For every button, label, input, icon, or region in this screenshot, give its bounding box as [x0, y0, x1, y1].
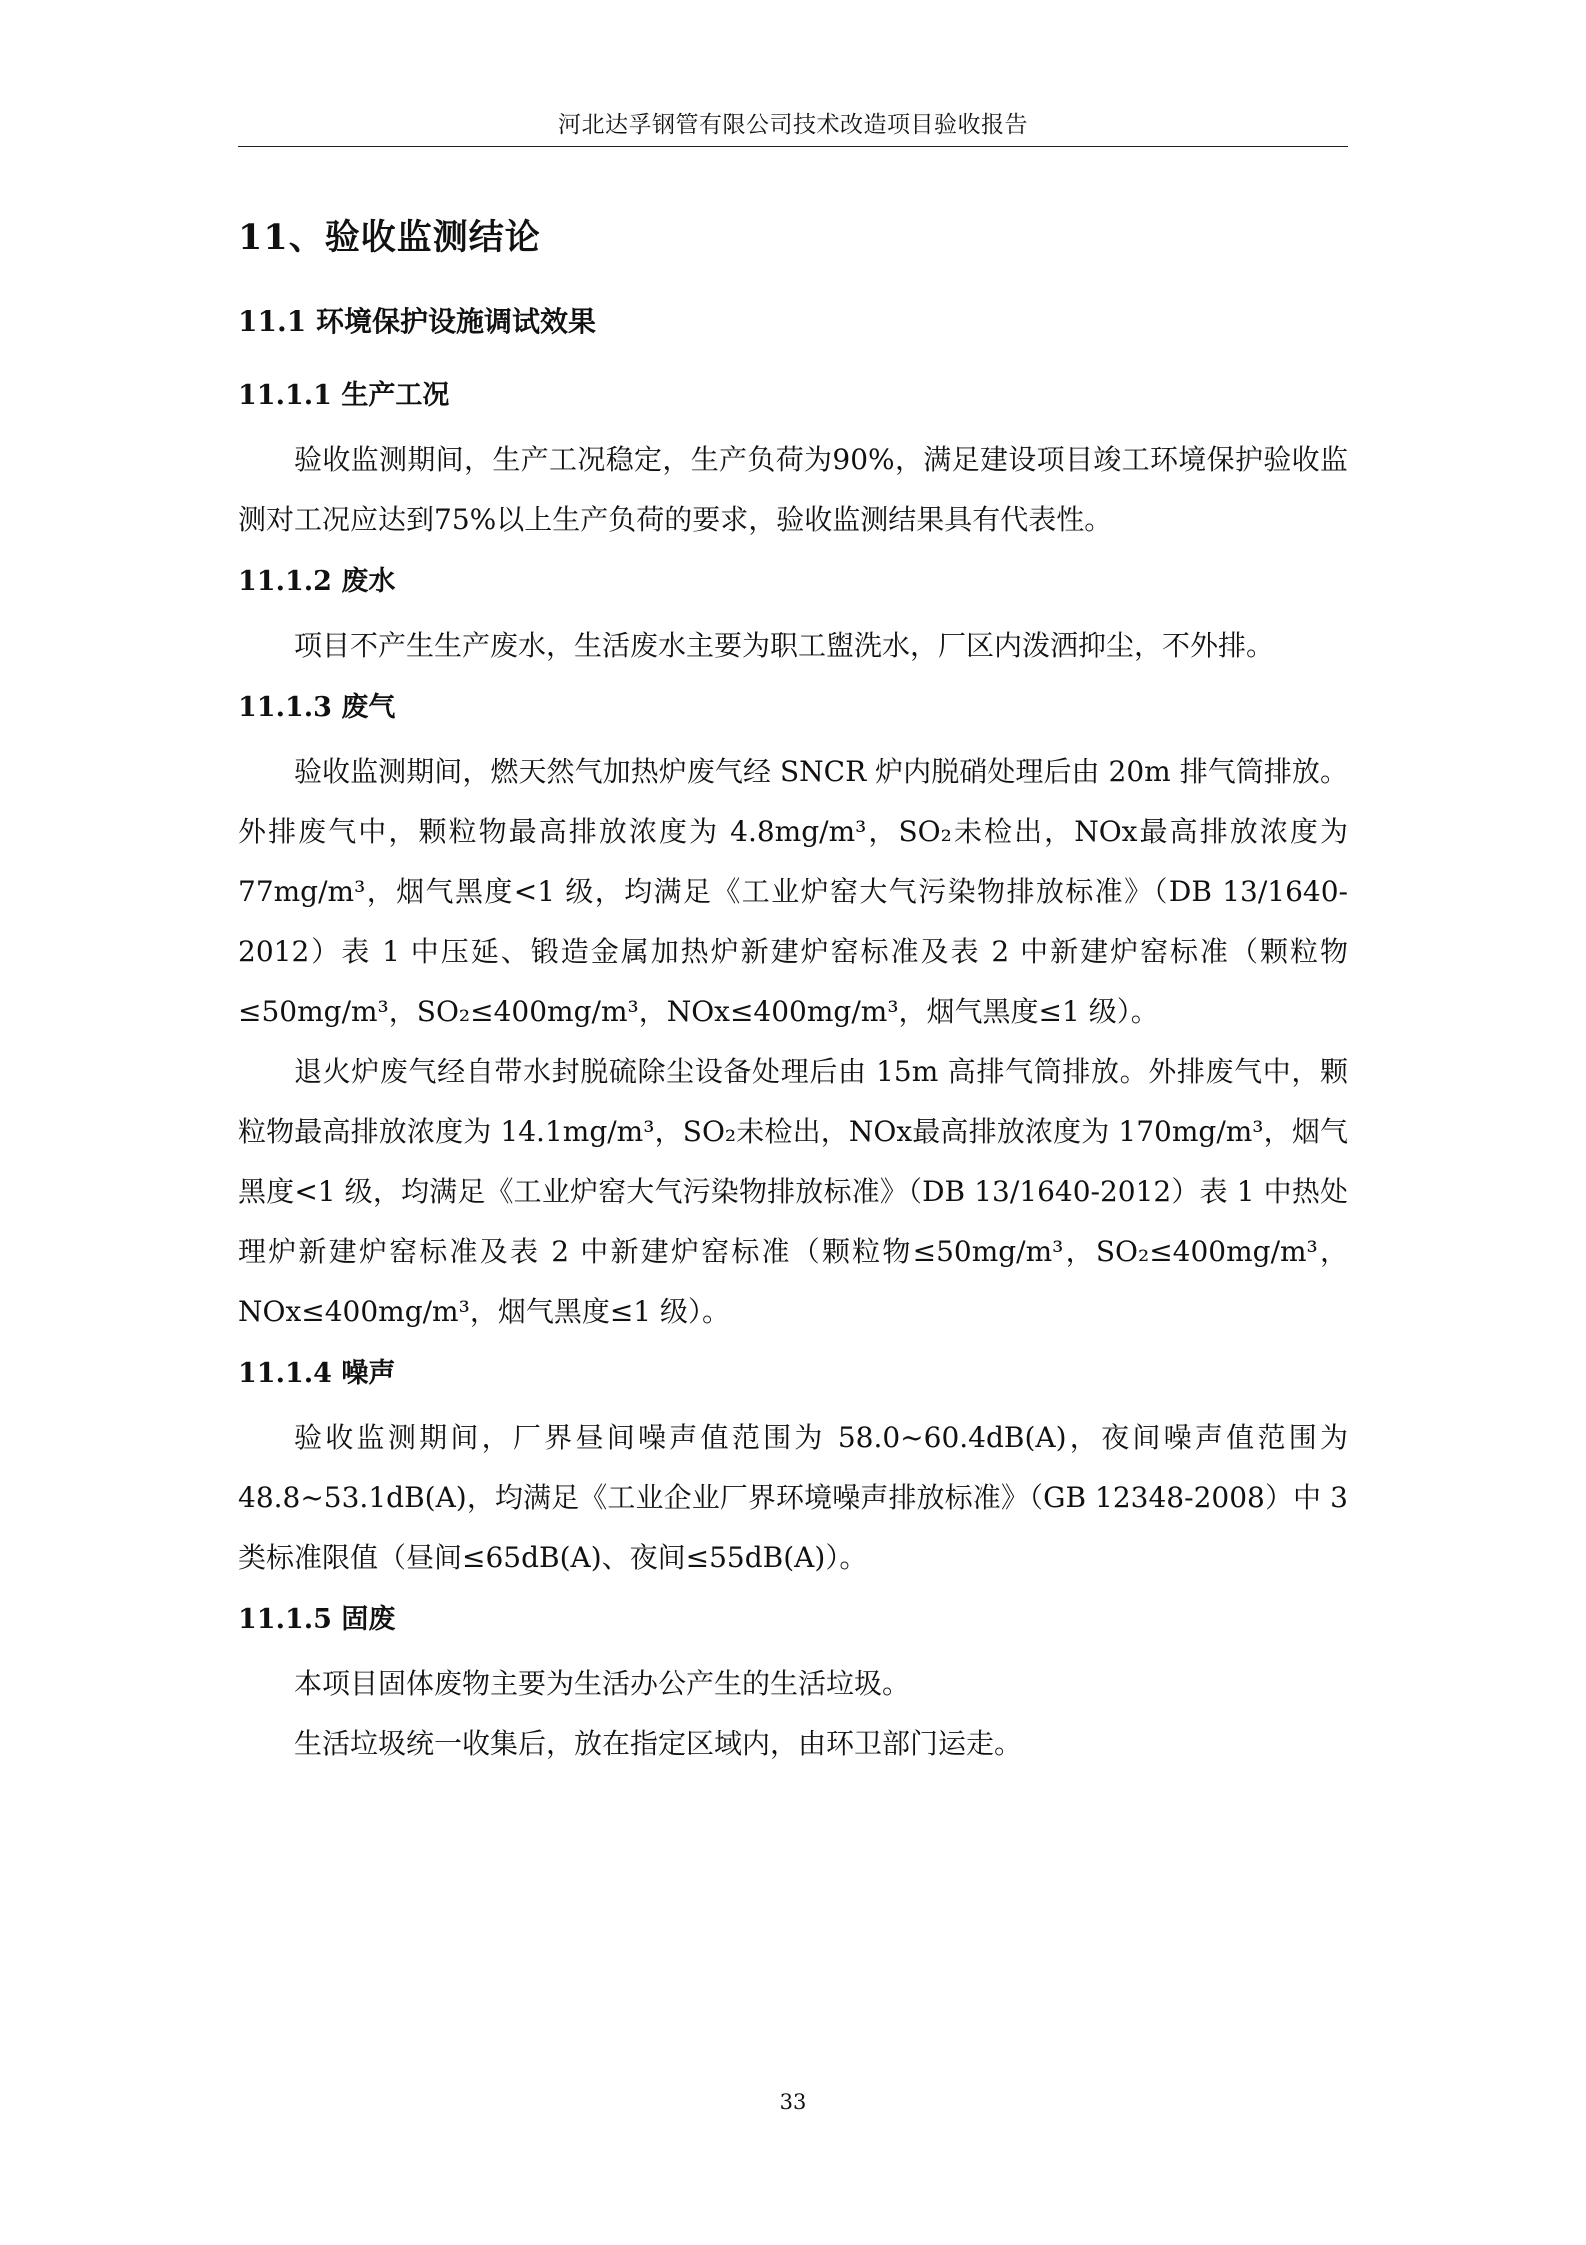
subsection-title: 11.1.5 固废	[238, 1604, 396, 1635]
subsection-title: 11.1.1 生产工况	[238, 380, 450, 411]
subsection-production	[238, 374, 1348, 550]
paragraph: 本项目固体废物主要为生活办公产生的生活垃圾。	[294, 1667, 911, 1700]
header-divider	[238, 146, 1348, 147]
subsection-title: 11.1.2 废水	[238, 566, 396, 597]
chapter-title: 11、验收监测结论	[238, 217, 541, 258]
paragraph: 验收监测期间，燃天然气加热炉废气经 SNCR 炉内脱硝处理后由 20m 排气筒排放。外排废气中，颗粒物最高排放浓度为 4.8mg/m³，SO₂未检出，NOx最高排放浓度为 77mg/m³，烟气黑度<1 级，均满足《工业炉窑大气污染物排放标准》（DB 13/1640-2012）表 1 中压延、锻造金属加热炉新建炉窑标准及表 2 中新建炉窑标准（颗粒物≤50mg/m³，SO₂≤400mg/m³，NOx≤400mg/m³，烟气黑度≤1 级）。	[238, 755, 1348, 1028]
subsection-title: 11.1.3 废气	[238, 692, 396, 723]
document-body	[238, 210, 1348, 1774]
page-number: 33	[779, 2090, 807, 2114]
paragraph: 验收监测期间，生产工况稳定，生产负荷为90%，满足建设项目竣工环境保护验收监测对工况应达到75%以上生产负荷的要求，验收监测结果具有代表性。	[238, 443, 1348, 536]
paragraph: 生活垃圾统一收集后，放在指定区域内，由环卫部门运走。	[294, 1727, 1023, 1760]
paragraph: 验收监测期间，厂界昼间噪声值范围为 58.0~60.4dB(A)，夜间噪声值范围为 48.8~53.1dB(A)，均满足《工业企业厂界环境噪声排放标准》（GB 12348-2008）中 3 类标准限值（昼间≤65dB(A)、夜间≤55dB(A)）。	[238, 1421, 1348, 1574]
paragraph: 退火炉废气经自带水封脱硫除尘设备处理后由 15m 高排气筒排放。外排废气中，颗粒物最高排放浓度为 14.1mg/m³，SO₂未检出，NOx最高排放浓度为 170mg/m³，烟气黑度<1 级，均满足《工业炉窑大气污染物排放标准》（DB 13/1640-2012）表 1 中热处理炉新建炉窑标准及表 2 中新建炉窑标准（颗粒物≤50mg/m³，SO₂≤400mg/m³，NOx≤400mg/m³，烟气黑度≤1 级）。	[238, 1055, 1348, 1328]
subsection-wastewater	[238, 560, 1348, 676]
subsection-title: 11.1.4 噪声	[238, 1358, 396, 1389]
section-title: 11.1 环境保护设施调试效果	[238, 305, 596, 338]
subsection-noise	[238, 1352, 1348, 1588]
subsection-solid-waste	[238, 1598, 1348, 1774]
paragraph: 项目不产生生产废水，生活废水主要为职工盥洗水，厂区内泼洒抑尘，不外排。	[294, 629, 1275, 662]
subsection-waste-gas	[238, 686, 1348, 1342]
page-header-title: 河北达孚钢管有限公司技术改造项目验收报告	[558, 112, 1028, 138]
